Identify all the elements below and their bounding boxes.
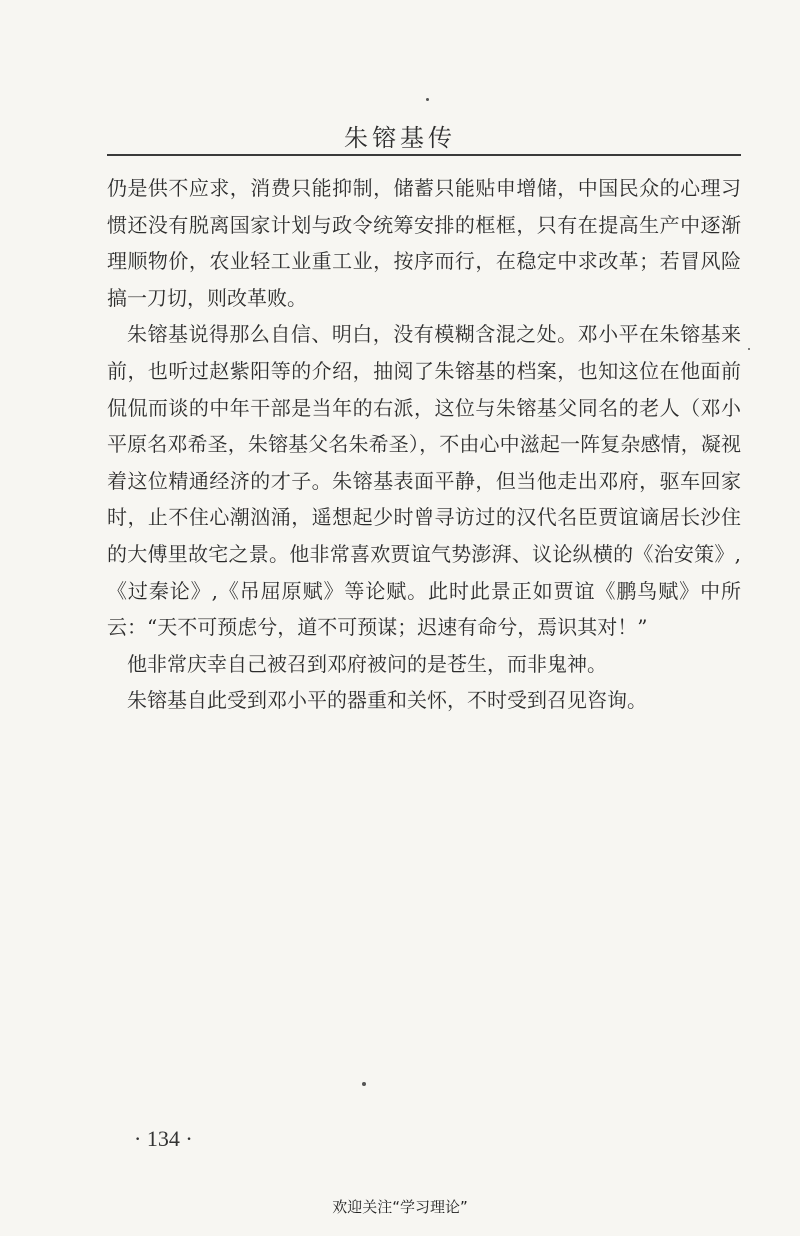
paragraph-2: 朱镕基说得那么自信、明白，没有模糊含混之处。邓小平在朱镕基来前，也听过赵紫阳等的介绍，抽阅了朱镕基的档案，也知这位在他面前侃侃而谈的中年干部是当年的右派，这位与朱镕基父同名的老人（邓小平原名邓希圣，朱镕基父名朱希圣），不由心中滋起一阵复杂感情，凝视着这位精通经济的才子。朱镕基表面平静，但当他走出邓府，驱车回家时，止不住心潮汹涌，遥想起少时曾寻访过的汉代名臣贾谊谪居长沙住的大傅里故宅之景。他非常喜欢贾谊气势澎湃、议论纵横的《治安策》,《过秦论》,《吊屈原赋》等论赋。此时此景正如贾谊《鹏鸟赋》中所云：“天不可预虑兮，道不可预谋；迟速有命兮，焉识其对！” bbox=[107, 322, 741, 640]
scan-speck bbox=[426, 98, 429, 101]
page-number: · 134 · bbox=[134, 1126, 193, 1151]
paragraph-3: 他非常庆幸自己被召到邓府被问的是苍生，而非鬼神。 bbox=[127, 651, 607, 676]
header-rule bbox=[107, 154, 741, 156]
scan-speck bbox=[362, 1082, 366, 1086]
running-header-title: 朱镕基传 bbox=[344, 124, 456, 152]
paragraph-1: 仍是供不应求，消费只能抑制，储蓄只能贴申增储，中国民众的心理习惯还没有脱离国家计划与政令统筹安排的框框，只有在提高生产中逐渐理顺物价，农业轻工业重工业，按序而行，在稳定中求改革；若冒风险搞一刀切，则改革败。 bbox=[107, 176, 741, 310]
body-text bbox=[107, 170, 741, 719]
paragraph-4: 朱镕基自此受到邓小平的器重和关怀，不时受到召见咨询。 bbox=[127, 688, 647, 713]
scan-speck bbox=[748, 348, 750, 350]
footer-note: 欢迎关注“学习理论” bbox=[332, 1198, 468, 1216]
